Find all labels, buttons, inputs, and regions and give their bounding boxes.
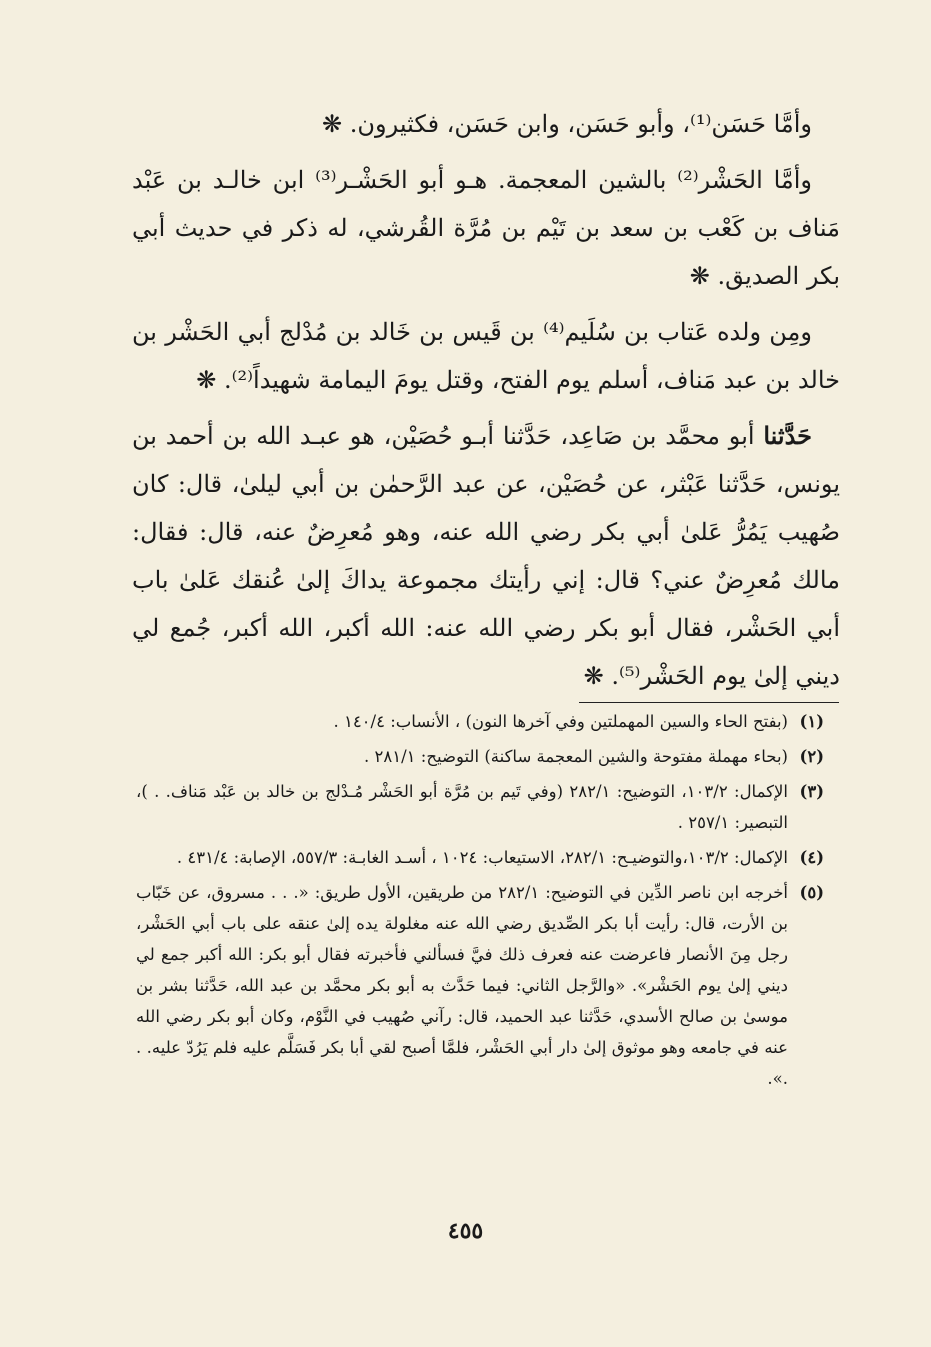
paragraph-attab: ومِن ولده عَتاب بن سُلَيم⁽⁴⁾ بن قَيس بن خَالد بن مُدْلج أبي الحَشْر بن خالد بن عبد مَناف، أسلم يوم الفتح، وقتل يومَ اليمامة شهيداً⁽²⁾. ❋ (132, 318, 840, 394)
footnote-number: (٤) (799, 848, 824, 867)
footnote-2 (136, 741, 824, 772)
footnotes (136, 706, 824, 1098)
hadith-lead-word: حَدَّثنا (763, 421, 812, 450)
footnote-1 (136, 706, 824, 737)
footnote-divider (579, 702, 839, 703)
paragraph-hashr: وأمَّا الحَشْر⁽²⁾ بالشين المعجمة. هـو أبو الحَشْـر⁽³⁾ ابن خالـد بن عَبْد مَناف بن كَعْب بن سعد بن تَيْم بن مُرَّة القُرشي، له ذكر في حديث أبي بكر الصديق. ❋ (132, 166, 840, 290)
footnote-number: (١) (799, 712, 824, 731)
footnote-number: (٣) (799, 782, 824, 801)
paragraph-hasan: وأمَّا حَسَن⁽¹⁾، وأبو حَسَن، وابن حَسَن، فكثيرون. ❋ (322, 110, 812, 138)
hadith-body: أبو محمَّد بن صَاعِد، حَدَّثنا أبـو حُصَيْن، هو عبـد الله بن أحمد بن يونس، حَدَّثنا عَبْثر، عن حُصَيْن، عن عبد الرَّحمٰن بن أبي ليلىٰ، قال: كان صُهيب يَمُرُّ عَلىٰ أبي بكر رضي الله عنه، وهو مُعرِضٌ عنه، قال: فقال: مالك مُعرِضٌ عني؟ قال: إني رأيتك مجموعة يداكَ إلىٰ عُنقك عَلىٰ باب أبي الحَشْر، فقال أبو بكر رضي الله عنه: الله أكبر، الله أكبر، جُمع لي ديني إلىٰ يوم الحَشْر⁽⁵⁾. ❋ (132, 422, 840, 690)
main-text (132, 100, 840, 704)
footnote-3 (136, 776, 824, 838)
footnote-text: أخرجه ابن ناصر الدِّين في التوضيح: ٢٨٢/١ من طريقين، الأول طريق: «. . . مسروق، عن خَبّاب بن الأرت، قال: رأيت أبا بكر الصِّديق رضي الله عنه مغلولة يده إلىٰ عنقه على باب أبي الحَشْر، رجل مِنَ الأنصار فاعرضت عنه فعرف ذلك فيَّ فسألني فأخبرته فقال أبو بكر: الله أكبر جمع لي ديني إلىٰ يوم الحَشْر». «والرَّجل الثاني: فيما حَدَّث به أبو بكر محمَّد بن عبد الله، حَدَّثنا بشر بن موسىٰ بن صالح الأسدي، حَدَّثنا عبد الحميد، قال: رآني صُهيب في النَّوْم، وكان أبو بكر رضي الله عنه في جامعه وهو موثوق إلىٰ دار أبي الحَشْر، فلمَّا أصبح لقي أبا بكر فَسَلَّم عليه فلم يَرُدّ عليه. . .». (136, 883, 788, 1088)
footnote-text: الإكمال: ١٠٣/٢،والتوضيـح: ٢٨٢/١، الاستيعاب: ١٠٢٤ ، أسـد الغابـة: ٥٥٧/٣، الإصابة: ٤٣١/٤ . (176, 848, 788, 867)
page-number: ٤٥٥ (447, 1218, 484, 1244)
footnote-text: الإكمال: ١٠٣/٢، التوضيح: ٢٨٢/١ (وفي تَيم بن مُرَّة أبو الحَشْر مُـدْلج بن خالد بن عَبْد مَناف. . )، التبصير: ٢٥٧/١ . (136, 782, 788, 832)
footnote-4 (136, 842, 824, 873)
footnote-5 (136, 877, 824, 1094)
footnote-text: (بحاء مهملة مفتوحة والشين المعجمة ساكنة) التوضيح: ٢٨١/١ . (364, 747, 788, 766)
paragraph-hadith (132, 412, 840, 700)
footnote-text: (بفتح الحاء والسين المهملتين وفي آخرها النون) ، الأنساب: ١٤٠/٤ . (333, 712, 788, 731)
footnote-number: (٥) (799, 883, 824, 902)
footnote-number: (٢) (799, 747, 824, 766)
